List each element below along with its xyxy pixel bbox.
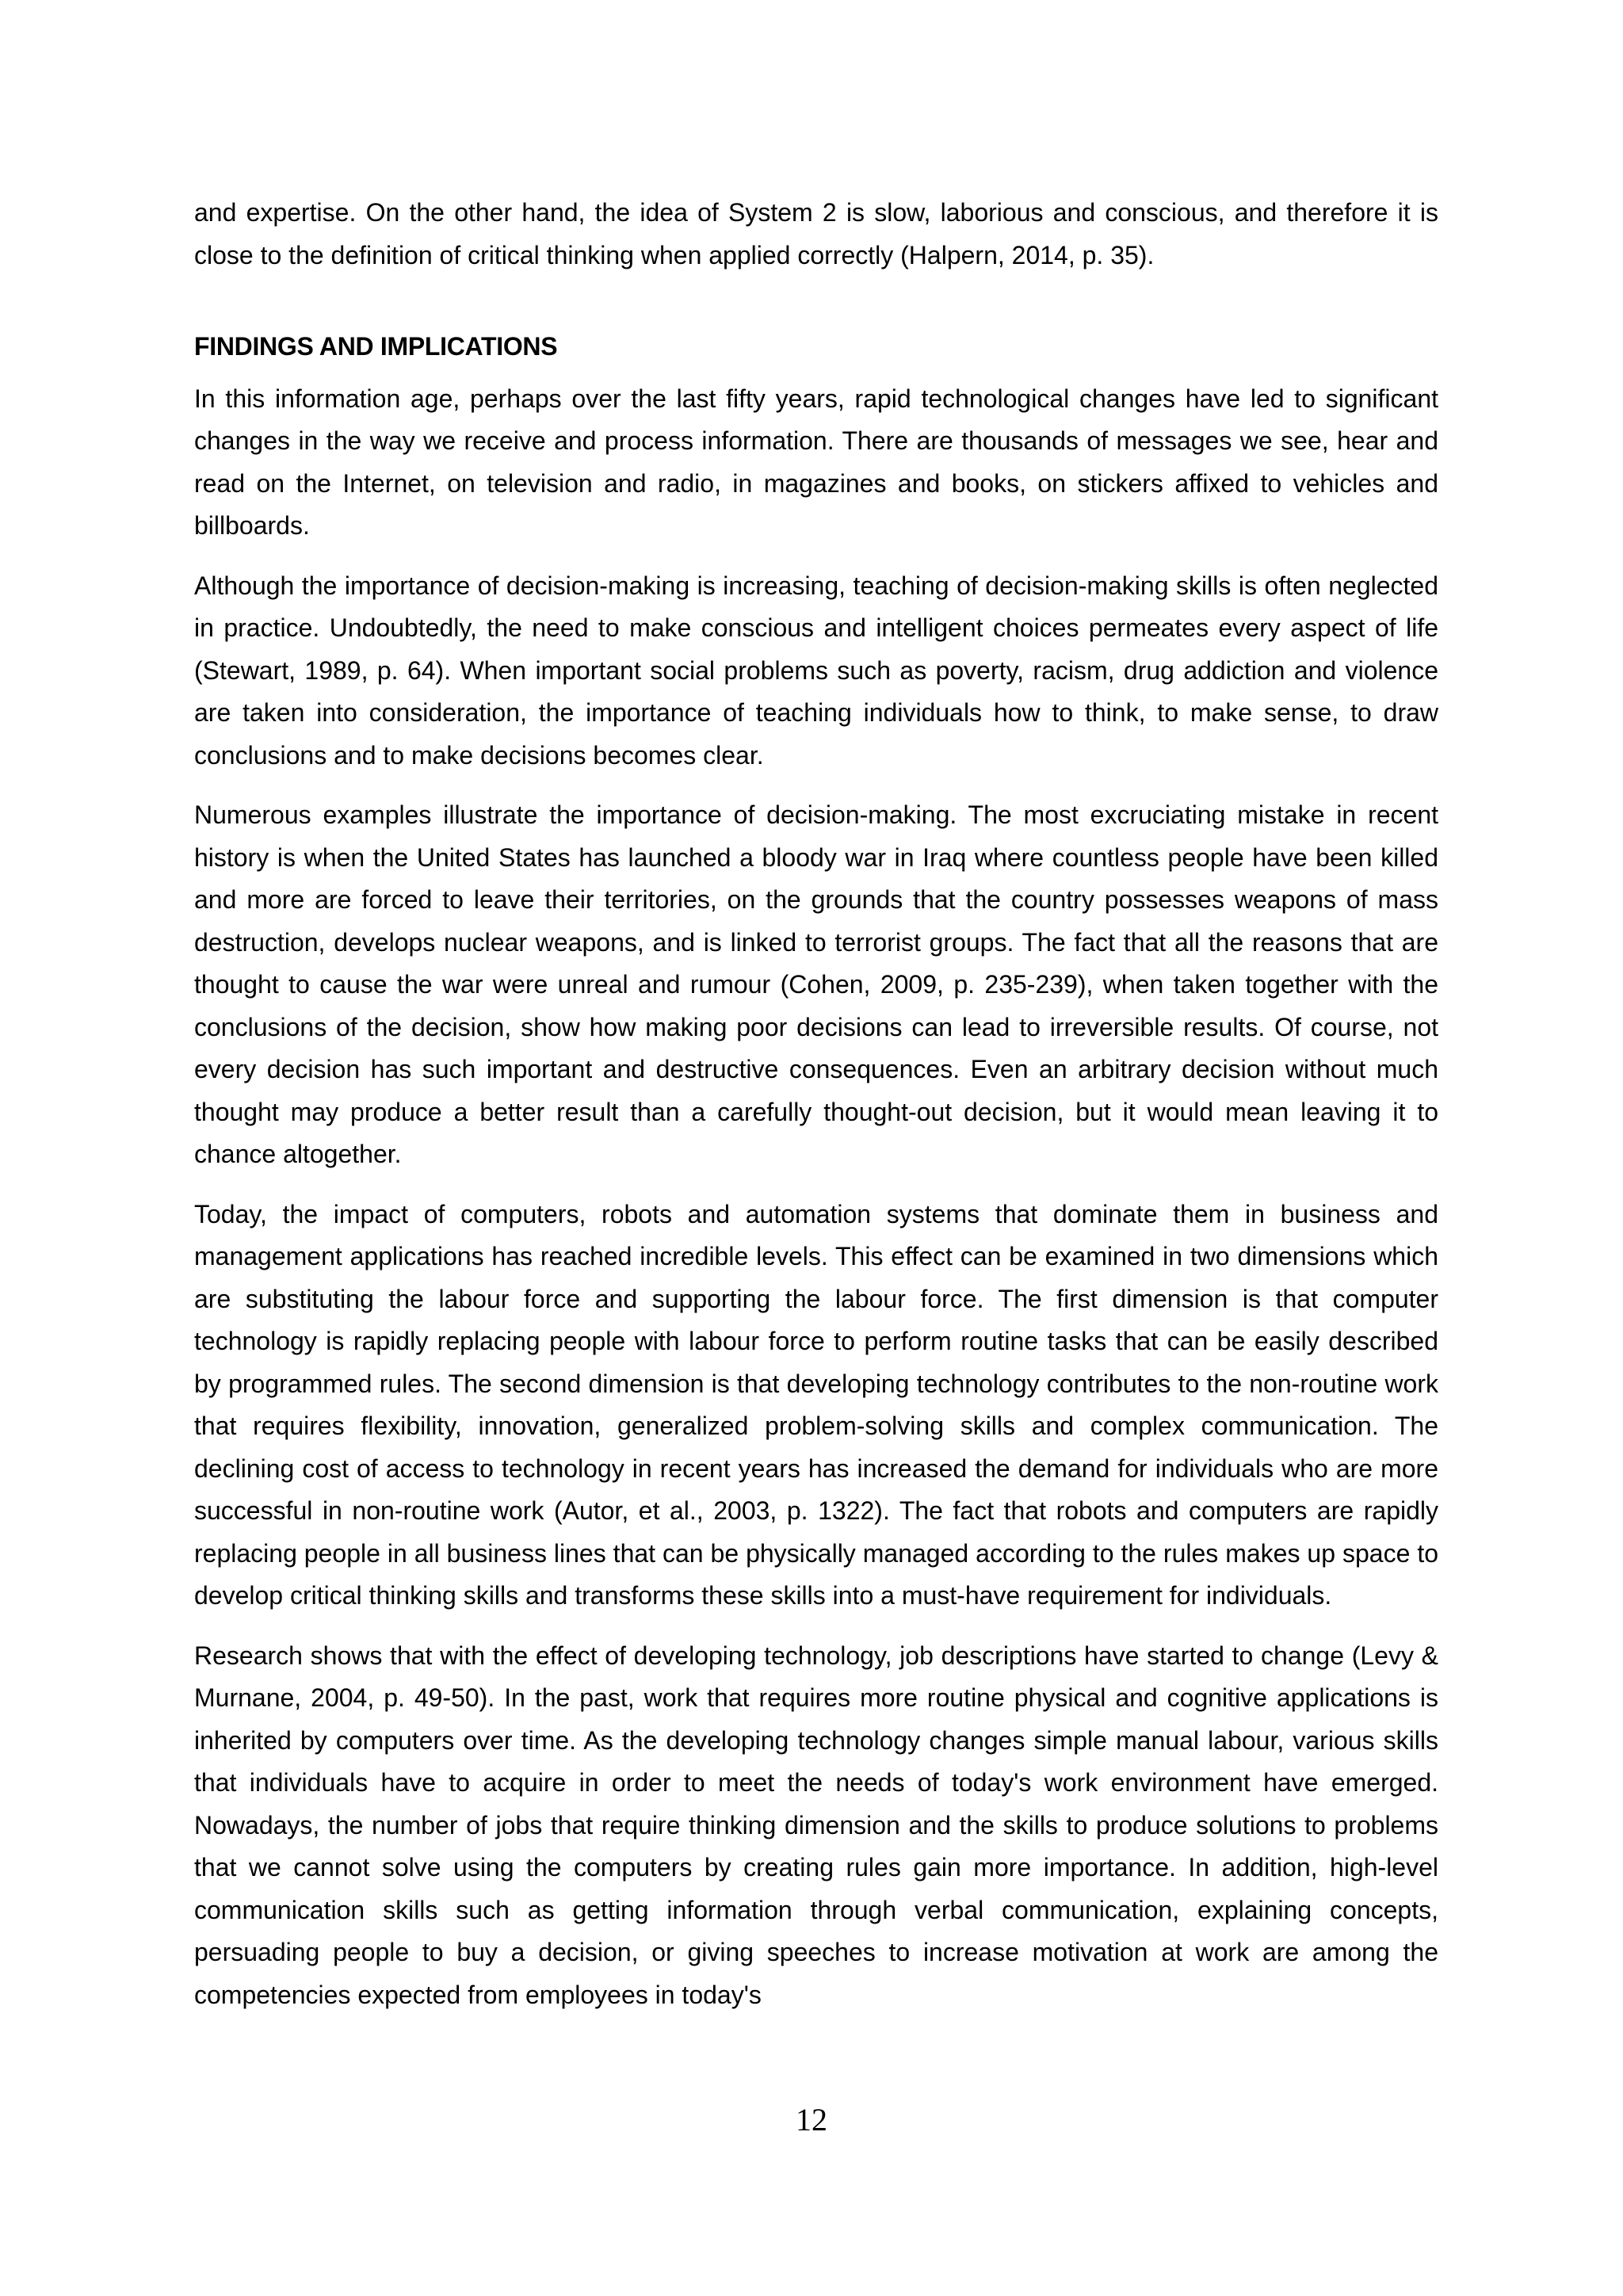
- body-paragraph: In this information age, perhaps over the last fifty years, rapid technological changes have led to significant changes in the way we receive and process information. There are thousands of messages we see, hear and read on the Internet, on television and radio, in magazines and books, on stickers affixed to vehicles and billboards.: [194, 384, 1438, 540]
- section-heading: FINDINGS AND IMPLICATIONS: [194, 332, 558, 361]
- body-paragraph: Numerous examples illustrate the importance of decision-making. The most excruciating mistake in recent history is when the United States has launched a bloody war in Iraq where countless people have been killed and more are forced to leave their territories, on the grounds that the country possesses weapons of mass destruction, develops nuclear weapons, and is linked to terrorist groups. The fact that all the reasons that are thought to cause the war were unreal and rumour (Cohen, 2009, p. 235-239), when taken together with the conclusions of the decision, show how making poor decisions can lead to irreversible results. Of course, not every decision has such important and destructive consequences. Even an arbitrary decision without much thought may produce a better result than a carefully thought-out decision, but it would mean leaving it to chance altogether.: [194, 800, 1438, 1168]
- body-paragraph: Research shows that with the effect of developing technology, job descriptions have started to change (Levy & Murnane, 2004, p. 49-50). In the past, work that requires more routine physical and cognitive applications is inherited by computers over time. As the developing technology changes simple manual labour, various skills that individuals have to acquire in order to meet the needs of today's work environment have emerged. Nowadays, the number of jobs that require thinking dimension and the skills to produce solutions to problems that we cannot solve using the computers by creating rules gain more importance. In addition, high-level communication skills such as getting information through verbal communication, explaining concepts, persuading people to buy a decision, or giving speeches to increase motivation at work are among the competencies expected from employees in today's: [194, 1641, 1438, 2009]
- document-body: [194, 192, 1438, 2034]
- body-paragraph: Although the importance of decision-making is increasing, teaching of decision-making skills is often neglected in practice. Undoubtedly, the need to make conscious and intelligent choices permeates every aspect of life (Stewart, 1989, p. 64). When important social problems such as poverty, racism, drug addiction and violence are taken into consideration, the importance of teaching individuals how to think, to make sense, to draw conclusions and to make decisions becomes clear.: [194, 571, 1438, 770]
- page-number: 12: [796, 2102, 827, 2137]
- opening-paragraph: and expertise. On the other hand, the idea of System 2 is slow, laborious and conscious, and therefore it is close to the definition of critical thinking when applied correctly (Halpern, 2014, p. 35).: [194, 198, 1438, 269]
- body-paragraph: Today, the impact of computers, robots and automation systems that dominate them in business and management applications has reached incredible levels. This effect can be examined in two dimensions which are substituting the labour force and supporting the labour force. The first dimension is that computer technology is rapidly replacing people with labour force to perform routine tasks that can be easily described by programmed rules. The second dimension is that developing technology contributes to the non-routine work that requires flexibility, innovation, generalized problem-solving skills and complex communication. The declining cost of access to technology in recent years has increased the demand for individuals who are more successful in non-routine work (Autor, et al., 2003, p. 1322). The fact that robots and computers are rapidly replacing people in all business lines that can be physically managed according to the rules makes up space to develop critical thinking skills and transforms these skills into a must-have requirement for individuals.: [194, 1199, 1438, 1610]
